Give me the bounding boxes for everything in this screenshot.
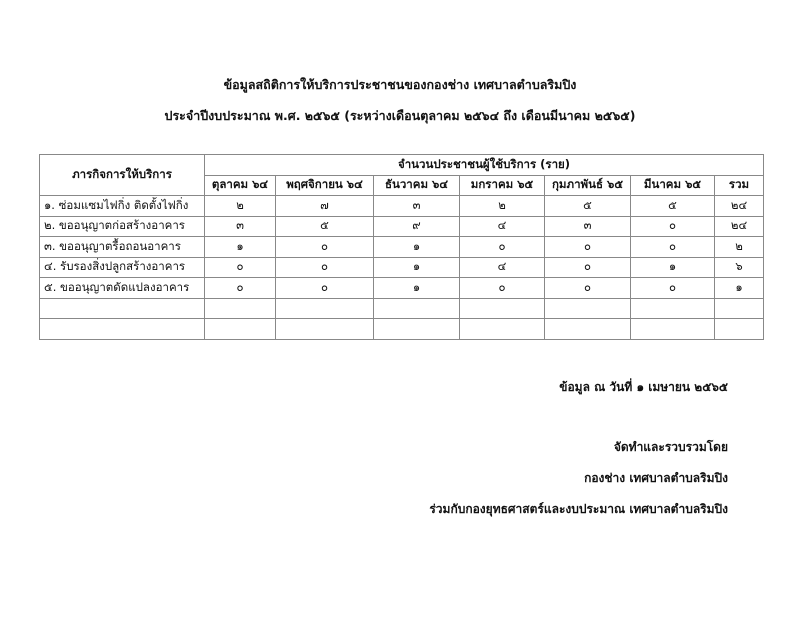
count-cell: ๐: [276, 257, 374, 278]
table-row: [40, 196, 764, 217]
month-header: มกราคม ๖๕: [460, 175, 545, 196]
prepared-by-label: จัดทำและรวบรวมโดย: [613, 440, 728, 454]
month-header: กุมภาพันธ์ ๖๕: [545, 175, 631, 196]
total-header: รวม: [715, 175, 764, 196]
total-cell: ๖: [715, 257, 764, 278]
service-name: ๒. ขออนุญาตก่อสร้างอาคาร: [40, 216, 205, 237]
month-header: พฤศจิกายน ๖๔: [276, 175, 374, 196]
count-cell: ๑: [631, 257, 715, 278]
service-name: ๑. ซ่อมแซมไฟกิ่ง ติดตั้งไฟกิ่ง: [40, 196, 205, 217]
empty-cell: [276, 319, 374, 340]
count-cell: ๕: [545, 196, 631, 217]
table-row: [40, 257, 764, 278]
count-cell: ๕: [276, 216, 374, 237]
count-cell: ๐: [276, 278, 374, 299]
empty-cell: [631, 298, 715, 319]
total-cell: ๒: [715, 237, 764, 258]
empty-cell: [276, 298, 374, 319]
month-header: ตุลาคม ๖๔: [205, 175, 276, 196]
prepared-by-department: กองช่าง เทศบาลตำบลริมปิง: [584, 471, 728, 485]
empty-cell: [205, 319, 276, 340]
service-name: ๕. ขออนุญาตดัดแปลงอาคาร: [40, 278, 205, 299]
count-cell: ๗: [276, 196, 374, 217]
count-cell: ๐: [631, 278, 715, 299]
count-cell: ๐: [460, 278, 545, 299]
data-as-of-date: ข้อมูล ณ วันที่ ๑ เมษายน ๒๕๖๕: [559, 380, 728, 394]
empty-cell: [631, 319, 715, 340]
count-cell: ๐: [631, 237, 715, 258]
empty-cell: [460, 319, 545, 340]
table-row: [40, 216, 764, 237]
count-cell: ๐: [545, 257, 631, 278]
empty-cell: [715, 298, 764, 319]
prepared-by-partner: ร่วมกับกองยุทธศาสตร์และงบประมาณ เทศบาลตำบลริมปิง: [429, 502, 728, 516]
report-subtitle: ประจำปีงบประมาณ พ.ศ. ๒๕๖๕ (ระหว่างเดือนตุลาคม ๒๕๖๔ ถึง เดือนมีนาคม ๒๕๖๕): [164, 108, 636, 123]
count-cell: ๒: [205, 196, 276, 217]
count-cell: ๔: [460, 216, 545, 237]
count-cell: ๙: [374, 216, 460, 237]
count-cell: ๕: [631, 196, 715, 217]
service-column-header: ภารกิจการให้บริการ: [40, 155, 205, 196]
count-cell: ๐: [545, 237, 631, 258]
total-cell: ๑: [715, 278, 764, 299]
empty-cell: [40, 298, 205, 319]
empty-cell: [460, 298, 545, 319]
count-cell: ๐: [276, 237, 374, 258]
empty-cell: [205, 298, 276, 319]
count-cell: ๐: [205, 257, 276, 278]
empty-cell: [545, 298, 631, 319]
count-cell: ๓: [374, 196, 460, 217]
count-cell: ๐: [460, 237, 545, 258]
count-cell: ๓: [205, 216, 276, 237]
count-cell: ๑: [374, 278, 460, 299]
count-cell: ๓: [545, 216, 631, 237]
count-cell: ๒: [460, 196, 545, 217]
count-cell: ๐: [205, 278, 276, 299]
empty-row: [40, 319, 764, 340]
count-cell: ๔: [460, 257, 545, 278]
empty-cell: [374, 319, 460, 340]
count-cell: ๐: [545, 278, 631, 299]
count-cell: ๑: [205, 237, 276, 258]
table-row: [40, 237, 764, 258]
total-cell: ๒๔: [715, 196, 764, 217]
total-cell: ๒๔: [715, 216, 764, 237]
service-name: ๔. รับรองสิ่งปลูกสร้างอาคาร: [40, 257, 205, 278]
empty-cell: [545, 319, 631, 340]
empty-cell: [40, 319, 205, 340]
month-header: มีนาคม ๖๕: [631, 175, 715, 196]
service-name: ๓. ขออนุญาตรื้อถอนอาคาร: [40, 237, 205, 258]
empty-row: [40, 298, 764, 319]
table-row: [40, 278, 764, 299]
users-group-header: จำนวนประชาชนผู้ใช้บริการ (ราย): [205, 155, 764, 176]
empty-cell: [715, 319, 764, 340]
count-cell: ๑: [374, 237, 460, 258]
count-cell: ๐: [631, 216, 715, 237]
month-header: ธันวาคม ๖๔: [374, 175, 460, 196]
empty-cell: [374, 298, 460, 319]
count-cell: ๑: [374, 257, 460, 278]
service-statistics-table: [39, 154, 764, 340]
report-title: ข้อมูลสถิติการให้บริการประชาชนของกองช่าง เทศบาลตำบลริมปิง: [223, 77, 577, 92]
